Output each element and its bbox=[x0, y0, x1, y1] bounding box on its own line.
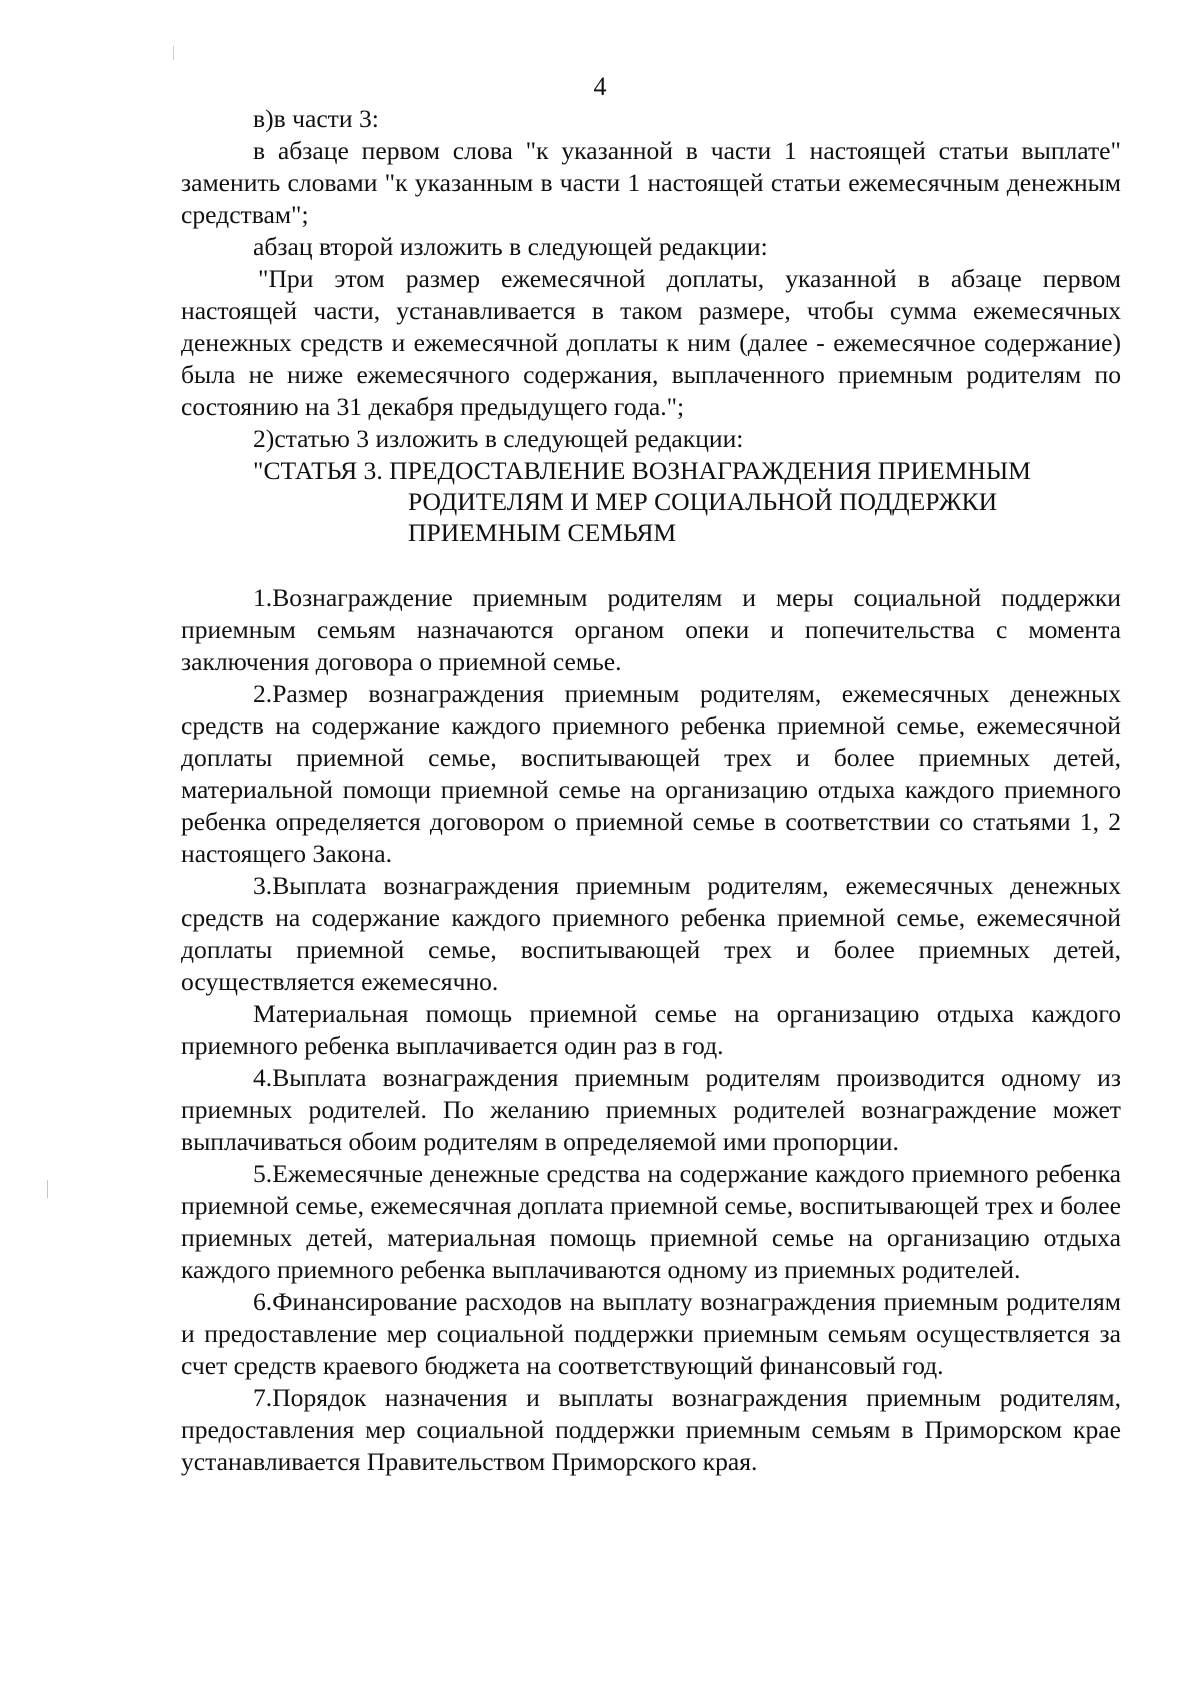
article-paragraph-3: 3.Выплата вознаграждения приемным родителям, ежемесячных денежных средств на содержание каждого приемного ребенка приемной семье, ежемесячной доплаты приемной семье, воспитывающей трех и более приемных детей, осуществляется ежемесячно. bbox=[181, 871, 1121, 996]
paragraph-article-3-intro: 2)статью 3 изложить в следующей редакции: bbox=[253, 424, 744, 453]
article-paragraph-3-material-aid: Материальная помощь приемной семье на организацию отдыха каждого приемного ребенка выплачивается один раз в год. bbox=[181, 999, 1121, 1060]
article-paragraph-1: 1.Вознаграждение приемным родителям и меры социальной поддержки приемным семьям назначаются органом опеки и попечительства с момента заключения договора о приемной семье. bbox=[181, 583, 1121, 676]
article-heading bbox=[181, 455, 1121, 548]
article-paragraph-5: 5.Ежемесячные денежные средства на содержание каждого приемного ребенка приемной семье, ежемесячная доплата приемной семье, воспитывающей трех и более приемных детей, материальная помощь приемной семье на организацию отдыха каждого приемного ребенка выплачиваются одному из приемных родителей. bbox=[181, 1159, 1121, 1284]
article-heading-line-3: ПРИЕМНЫМ СЕМЬЯМ bbox=[408, 518, 677, 547]
paragraph-new-wording: "При этом размер ежемесячной доплаты, указанной в абзаце первом настоящей части, устанавливается в таком размере, чтобы сумма ежемесячных денежных средств и ежемесячной доплаты к ним (далее - ежемесячное содержание) была не ниже ежемесячного содержания, выплаченного приемным родителям по состоянию на 31 декабря предыдущего года."; bbox=[181, 264, 1121, 421]
scan-artifact bbox=[47, 1180, 48, 1198]
paragraph-replace-words: в абзаце первом слова "к указанной в части 1 настоящей статьи выплате" заменить словами "к указанным в части 1 настоящей статьи ежемесячным денежным средствам"; bbox=[181, 136, 1121, 229]
article-paragraph-7: 7.Порядок назначения и выплаты вознаграждения приемным родителям, предоставления мер социальной поддержки приемным семьям в Приморском крае устанавливается Правительством Приморского края. bbox=[181, 1383, 1121, 1476]
paragraph-amendment-item-v: в)в части 3: bbox=[253, 104, 379, 133]
scan-artifact bbox=[173, 46, 174, 60]
paragraph-second-para-intro: абзац второй изложить в следующей редакции: bbox=[253, 232, 768, 261]
article-paragraph-2: 2.Размер вознаграждения приемным родителям, ежемесячных денежных средств на содержание каждого приемного ребенка приемной семье, ежемесячной доплаты приемной семье, воспитывающей трех и более приемных детей, материальной помощи приемной семье на организацию отдыха каждого приемного ребенка определяется договором о приемной семье в соответствии со статьями 1, 2 настоящего Закона. bbox=[181, 679, 1121, 868]
article-heading-line-1: "СТАТЬЯ 3. ПРЕДОСТАВЛЕНИЕ ВОЗНАГРАЖДЕНИЯ ПРИЕМНЫМ bbox=[253, 456, 1031, 485]
document-body bbox=[181, 103, 1121, 1478]
page-number: 4 bbox=[593, 72, 607, 101]
article-paragraph-4: 4.Выплата вознаграждения приемным родителям производится одному из приемных родителей. По желанию приемных родителей вознаграждение может выплачиваться обоим родителям в определяемой ими пропорции. bbox=[181, 1063, 1121, 1156]
spacer bbox=[181, 548, 1121, 582]
article-paragraph-6: 6.Финансирование расходов на выплату вознаграждения приемным родителям и предоставление мер социальной поддержки приемным семьям осуществляется за счет средств краевого бюджета на соответствующий финансовый год. bbox=[181, 1287, 1121, 1380]
article-heading-line-2: РОДИТЕЛЯМ И МЕР СОЦИАЛЬНОЙ ПОДДЕРЖКИ bbox=[408, 487, 998, 516]
